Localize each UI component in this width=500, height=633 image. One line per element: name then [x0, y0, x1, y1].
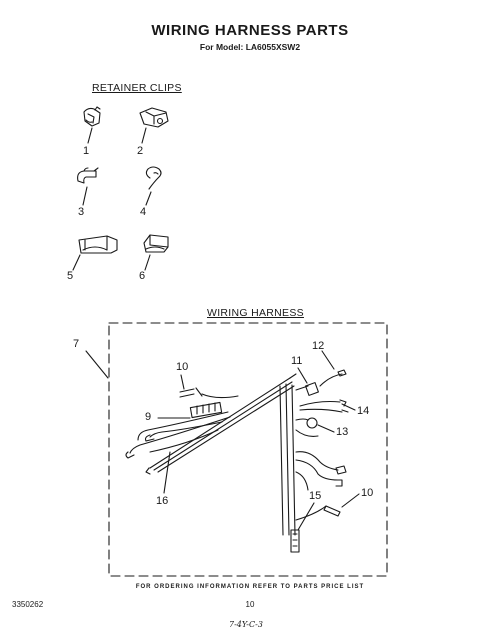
model-subtitle: For Model: LA6055XSW2: [199, 42, 301, 52]
terminal-10b-drawing: [296, 506, 340, 520]
page-title: WIRING HARNESS PARTS: [151, 22, 349, 39]
leader-clip-3: [83, 187, 87, 205]
connector-13-drawing: [296, 418, 318, 436]
harness-frame: [109, 323, 387, 576]
leader-7: [86, 351, 108, 378]
retainer-clips-heading: RETAINER CLIPS: [92, 82, 182, 94]
callout-clip-6: 6: [139, 270, 146, 282]
leader-12: [322, 351, 334, 369]
callout-clip-3: 3: [78, 206, 85, 218]
callout-clip-2: 2: [137, 145, 144, 157]
connector-9-drawing: [190, 402, 221, 417]
leader-clip-5: [73, 255, 80, 270]
callout-15: 15: [309, 490, 322, 502]
retainer-clip-3-drawing: [78, 168, 98, 183]
callout-11: 11: [291, 355, 303, 367]
harness-trunk: [146, 374, 296, 535]
leader-14: [342, 404, 355, 410]
callout-7: 7: [73, 338, 80, 350]
callout-9: 9: [145, 411, 152, 423]
callout-clip-4: 4: [140, 206, 147, 218]
wiring-harness-heading: WIRING HARNESS: [207, 307, 304, 319]
leader-13: [318, 425, 334, 432]
page-number: 10: [245, 600, 255, 609]
terminal-14-drawing: [300, 400, 348, 412]
leader-10a: [181, 375, 184, 389]
leader-clip-2: [142, 128, 146, 143]
retainer-clip-6-drawing: [144, 235, 168, 252]
retainer-clip-4-drawing: [146, 167, 161, 189]
ordering-note: FOR ORDERING INFORMATION REFER TO PARTS PRICE LIST: [135, 584, 365, 590]
right-branch-wires: [296, 452, 346, 490]
retainer-clip-2-drawing: [140, 108, 168, 127]
leader-clip-4: [146, 192, 151, 205]
callout-13: 13: [336, 426, 349, 438]
terminal-12-drawing: [320, 370, 346, 386]
left-branch-wires: [126, 412, 230, 458]
leader-15: [298, 503, 314, 530]
leader-11: [298, 368, 307, 383]
callout-10-upper: 10: [176, 361, 189, 373]
leader-10b: [342, 494, 359, 507]
connector-11-drawing: [296, 383, 318, 396]
callout-16: 16: [156, 495, 169, 507]
retainer-clip-1-drawing: [84, 107, 100, 126]
terminal-10a-drawing: [180, 388, 238, 398]
leader-clip-6: [145, 255, 150, 270]
callout-clip-1: 1: [83, 145, 90, 157]
handwritten-mark: 7-4Y-C-3: [229, 620, 263, 629]
callout-14: 14: [357, 405, 370, 417]
leader-clip-1: [88, 128, 92, 143]
callout-clip-5: 5: [67, 270, 74, 282]
retainer-clip-5-drawing: [79, 236, 117, 253]
callout-10-lower: 10: [361, 487, 374, 499]
callout-12: 12: [312, 340, 325, 352]
document-number: 3350262: [12, 600, 44, 609]
